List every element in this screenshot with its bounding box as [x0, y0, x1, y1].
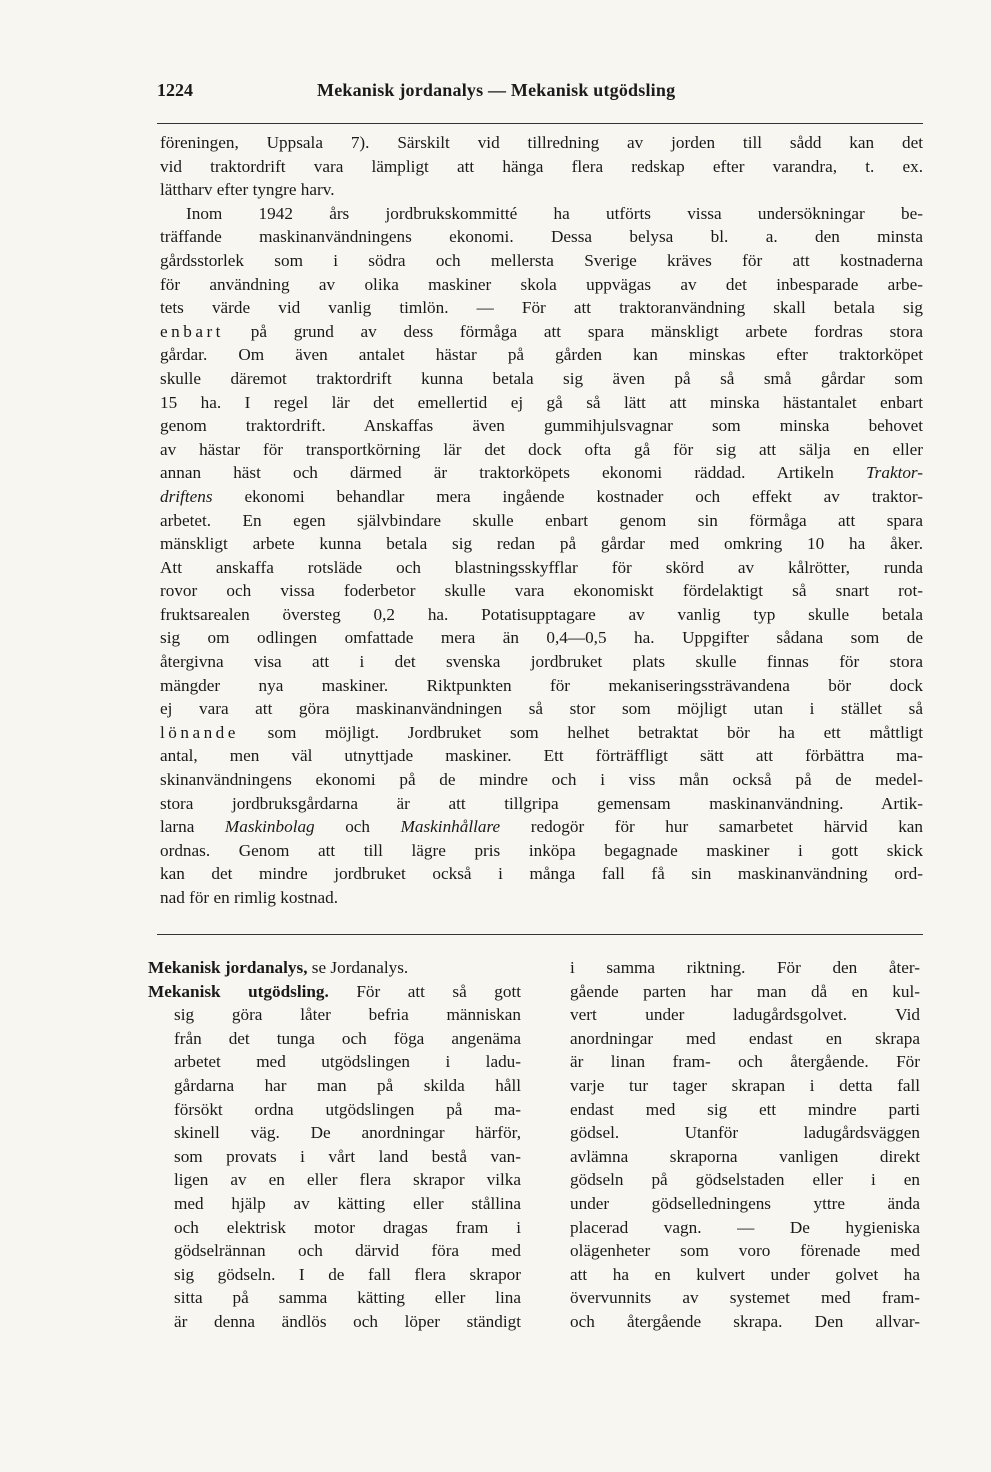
- article-reference: Maskinhållare: [400, 817, 501, 837]
- entry-headword: Mekanisk utgödsling.: [148, 981, 329, 1001]
- text-line: återgivna visa att i det svenska jordbruket plats skulle finnas för stora: [160, 652, 923, 672]
- text-line: olägenheter som voro förenade med: [570, 1241, 920, 1261]
- text-line: gödselrännan och därvid föra med: [174, 1241, 521, 1261]
- header-rule: [157, 123, 923, 124]
- text-span: ekonomi behandlar mera ingående kostnader och effekt av traktor-: [244, 486, 924, 506]
- text-line: nad för en rimlig kostnad.: [160, 888, 339, 907]
- text-line: skulle däremot traktordrift kunna betala sig även på så små gårdar som: [160, 368, 923, 388]
- running-title: Mekanisk jordanalys — Mekanisk utgödsling: [317, 80, 676, 100]
- text-line: sig göra låter befria människan: [174, 1005, 521, 1025]
- text-line: sitta på samma kätting eller lina: [174, 1288, 521, 1308]
- text-line: fruktsarealen översteg 0,2 ha. Potatisupptagare av vanlig typ skulle betala: [160, 604, 923, 624]
- text-line: [160, 721, 923, 745]
- text-line: Inom 1942 års jordbrukskommitté ha utförts vissa undersökningar be-: [186, 203, 923, 223]
- text-line: från det tunga och föga angenäma: [174, 1028, 521, 1048]
- text-line: under gödselledningens yttre ända: [570, 1193, 920, 1213]
- emphasis-text: enbart: [160, 321, 224, 341]
- text-span: annan häst och därmed är traktorköpets ekonomi räddad. Artikeln: [160, 463, 834, 483]
- text-line: [160, 815, 923, 839]
- text-line: i samma riktning. För den åter-: [570, 958, 920, 977]
- text-line: sig om odlingen omfattade mera än 0,4—0,5 ha. Uppgifter sådana som de: [160, 628, 923, 648]
- text-line: avlämna skraporna vanligen direkt: [570, 1146, 920, 1166]
- emphasis-text: lönande: [160, 722, 239, 742]
- text-line: [160, 320, 923, 344]
- page-number: 1224: [157, 80, 193, 100]
- text-line: och återgående skrapa. Den allvar-: [570, 1311, 920, 1331]
- text-line: 15 ha. I regel lär det emellertid ej gå så lätt att minska hästantalet enbart: [160, 392, 923, 412]
- text-span: som möjligt. Jordbruket som helhet betraktat bör ha ett måttligt: [267, 722, 924, 742]
- text-line: vid traktordrift vara lämpligt att hänga flera redskap efter varandra, t. ex.: [160, 156, 923, 176]
- text-line: övervunnits av systemet med fram-: [570, 1288, 920, 1308]
- text-line: gårdarna har man på skilda håll: [174, 1075, 521, 1095]
- cross-reference: se Jordanalys.: [311, 958, 409, 977]
- entry-line: [148, 956, 521, 980]
- text-line: rovor och vissa foderbetor skulle vara ekonomiskt fördelaktigt så snart rot-: [160, 581, 923, 601]
- text-line: gårdsstorlek som i södra och mellersta Sverige kräves för att kostnaderna: [160, 250, 923, 270]
- text-line: Att anskaffa rotsläde och blastningsskyfflar för skörd av kålrötter, runda: [160, 557, 923, 577]
- text-line: mängder nya maskiner. Riktpunkten för mekaniseringssträvandena bör dock: [160, 675, 923, 695]
- text-line: träffande maskinanvändningens ekonomi. Dessa belysa bl. a. den minsta: [160, 227, 923, 247]
- text-line: varje tur tager skrapan i detta fall: [570, 1075, 920, 1095]
- text-line: kan det mindre jordbruket också i många fall få sin maskinanvändning ord-: [160, 864, 923, 884]
- text-line: sig gödseln. I de fall flera skrapor: [174, 1264, 521, 1284]
- text-line: för användning av olika maskiner skola uppvägas av det inbesparade arbe-: [160, 274, 923, 294]
- text-line: mänskligt arbete kunna betala sig redan på gårdar med omkring 10 ha åker.: [160, 534, 923, 554]
- text-line: placerad vagn. — De hygieniska: [570, 1217, 920, 1237]
- continued-article-text: [160, 131, 923, 910]
- text-line: lättharv efter tyngre harv.: [160, 180, 335, 200]
- page-header: [157, 80, 923, 112]
- text-line: arbetet med utgödslingen i ladu-: [174, 1052, 521, 1072]
- text-line: ligen av en eller flera skrapor vilka: [174, 1170, 521, 1190]
- text-line: gående parten har man då en kul-: [570, 981, 920, 1001]
- text-line: anordningar med endast en skrapa: [570, 1028, 920, 1048]
- text-line: är linan fram- och återgående. För: [570, 1052, 920, 1072]
- section-rule: [157, 934, 923, 935]
- text-line: antal, men väl utnyttjade maskiner. Ett förträffligt sätt att förbättra ma-: [160, 746, 923, 766]
- article-reference: Maskinbolag: [224, 817, 315, 837]
- article-reference: driftens: [160, 486, 213, 506]
- text-line: ordnas. Genom att till lägre pris inköpa begagnade maskiner i gott skick: [160, 840, 923, 860]
- text-line: genom traktordrift. Anskaffas även gummihjulsvagnar som minska behovet: [160, 416, 923, 436]
- text-span: på grund av dess förmåga att spara mänskligt arbete fordras stora: [250, 321, 923, 341]
- text-line: med hjälp av kätting eller stållina: [174, 1193, 521, 1213]
- text-span: och: [345, 817, 371, 837]
- article-reference: Traktor-: [866, 463, 924, 483]
- text-line: [160, 461, 923, 485]
- text-line: endast med sig ett mindre parti: [570, 1099, 920, 1119]
- text-line: försökt ordna utgödslingen på ma-: [174, 1099, 521, 1119]
- entry-line: [148, 980, 521, 1004]
- text-line: skinell väg. De anordningar härför,: [174, 1123, 521, 1143]
- text-line: av hästar för transportkörning lär det dock ofta gå för sig att sälja en eller: [160, 439, 923, 459]
- text-line: arbetet. En egen självbindare skulle enbart genom sin förmåga att spara: [160, 510, 923, 530]
- text-line: som provats i vårt land bestå van-: [174, 1146, 521, 1166]
- text-line: gårdar. Om även antalet hästar på gården kan minskas efter traktorköpet: [160, 345, 923, 365]
- left-column: [148, 956, 521, 1334]
- text-line: [160, 485, 923, 509]
- text-span: redogör för hur samarbetet härvid kan: [530, 817, 924, 837]
- text-line: ej vara att göra maskinanvändningen så stor som möjligt utan i stället så: [160, 699, 923, 719]
- text-line: stora jordbruksgårdarna är att tillgripa gemensam maskinanvändning. Artik-: [160, 793, 923, 813]
- text-line: och elektrisk motor dragas fram i: [174, 1217, 521, 1237]
- text-line: gödseln på gödselstaden eller i en: [570, 1170, 920, 1190]
- text-line: föreningen, Uppsala 7). Särskilt vid tillredning av jorden till sådd kan det: [160, 133, 923, 152]
- right-column: [570, 956, 920, 1334]
- text-span: larna: [160, 817, 195, 837]
- text-line: skinanvändningens ekonomi på de mindre och i viss mån också på de medel-: [160, 770, 923, 790]
- text-line: att ha en kulvert under golvet ha: [570, 1264, 920, 1284]
- text-line: tets värde vid vanlig timlön. — För att traktoranvändning skall betala sig: [160, 298, 923, 318]
- text-line: gödsel. Utanför ladugårdsväggen: [570, 1123, 920, 1143]
- text-span: För att så gott: [356, 981, 521, 1001]
- text-line: är denna ändlös och löper ständigt: [174, 1311, 521, 1331]
- text-line: vert under ladugårdsgolvet. Vid: [570, 1005, 920, 1025]
- entry-headword: Mekanisk jordanalys,: [148, 958, 308, 977]
